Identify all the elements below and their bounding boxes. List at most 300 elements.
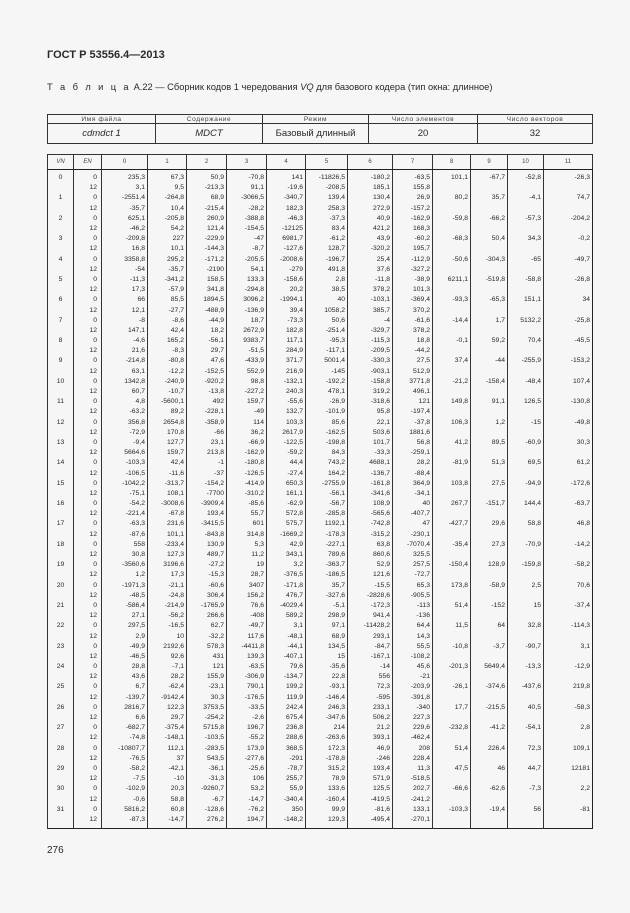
value-cell: -8,3 xyxy=(148,346,187,356)
value-cell: -171,2 xyxy=(187,255,227,265)
value-cell: 743,2 xyxy=(306,458,348,468)
en-cell: 0 xyxy=(74,397,102,407)
value-cell: 5664,6 xyxy=(102,448,148,458)
table-row xyxy=(48,193,593,203)
value-cell: -49,8 xyxy=(544,418,593,428)
value-cell: -255,9 xyxy=(508,356,544,366)
value-cell xyxy=(508,652,544,662)
value-cell xyxy=(544,346,593,356)
value-cell: -213,3 xyxy=(187,183,227,193)
value-cell: -84,7 xyxy=(348,642,393,652)
value-cell xyxy=(508,815,544,829)
table-row xyxy=(48,509,593,519)
value-cell xyxy=(433,468,471,478)
value-cell xyxy=(471,631,508,641)
value-cell: 139,4 xyxy=(306,193,348,203)
value-cell: -7,5 xyxy=(102,774,148,784)
value-cell: 170,8 xyxy=(148,428,187,438)
value-cell: -246 xyxy=(348,754,393,764)
value-cell: -180,8 xyxy=(227,458,267,468)
vn-cell xyxy=(48,774,74,784)
value-cell xyxy=(544,570,593,580)
value-cell: -203,9 xyxy=(393,682,433,692)
value-cell: 23,1 xyxy=(187,438,227,448)
info-header-filename: Имя файла xyxy=(48,115,156,124)
value-cell: 58,8 xyxy=(148,794,187,804)
value-cell: 3753,5 xyxy=(187,703,227,713)
value-cell: -61,6 xyxy=(393,316,433,326)
table-row xyxy=(48,255,593,265)
value-cell: -433,9 xyxy=(227,356,267,366)
value-cell: 51,4 xyxy=(433,601,471,611)
vn-cell xyxy=(48,611,74,621)
value-cell xyxy=(433,591,471,601)
value-cell xyxy=(471,183,508,193)
value-cell: -60,2 xyxy=(393,234,433,244)
value-cell: 83,4 xyxy=(306,224,348,234)
value-cell: -329,7 xyxy=(348,326,393,336)
value-cell: 22,1 xyxy=(348,418,393,428)
value-cell: -12125 xyxy=(267,224,306,234)
value-cell xyxy=(433,265,471,275)
value-cell: 46,8 xyxy=(544,519,593,529)
vn-cell: 31 xyxy=(48,805,74,815)
value-cell: 132,7 xyxy=(267,407,306,417)
value-cell: 42,9 xyxy=(267,540,306,550)
value-cell: -73,3 xyxy=(267,316,306,326)
value-cell: -35,7 xyxy=(102,204,148,214)
en-cell: 0 xyxy=(74,193,102,203)
value-cell: -76,2 xyxy=(227,805,267,815)
value-cell: -32,2 xyxy=(187,631,227,641)
value-cell: 1,2 xyxy=(471,418,508,428)
value-cell: -227,1 xyxy=(306,540,348,550)
value-cell: 37 xyxy=(148,754,187,764)
table-row xyxy=(48,581,593,591)
value-cell: -230,1 xyxy=(393,530,433,540)
vn-cell: 5 xyxy=(48,275,74,285)
value-cell: -46,2 xyxy=(102,224,148,234)
value-cell: 44,4 xyxy=(267,458,306,468)
table-row xyxy=(48,418,593,428)
value-cell: -374,6 xyxy=(471,682,508,692)
value-cell: -3909,4 xyxy=(187,499,227,509)
value-cell: 121 xyxy=(187,662,227,672)
value-cell: -158,4 xyxy=(471,377,508,387)
value-cell: -595 xyxy=(348,693,393,703)
value-cell: -12,2 xyxy=(148,367,187,377)
value-cell: 226,4 xyxy=(471,744,508,754)
value-cell: -565,6 xyxy=(348,509,393,519)
value-cell: 34,3 xyxy=(508,234,544,244)
value-cell: 242,4 xyxy=(267,703,306,713)
en-cell: 0 xyxy=(74,479,102,489)
value-cell: 122,3 xyxy=(148,703,187,713)
value-cell xyxy=(544,367,593,377)
en-cell: 12 xyxy=(74,224,102,234)
value-cell: -14,7 xyxy=(227,794,267,804)
value-cell: -259,1 xyxy=(393,448,433,458)
value-cell: 476,7 xyxy=(267,591,306,601)
value-cell: 101,7 xyxy=(348,438,393,448)
value-cell: 231,6 xyxy=(148,519,187,529)
value-cell: 64 xyxy=(471,621,508,631)
value-cell: 319,2 xyxy=(348,387,393,397)
value-cell xyxy=(471,774,508,784)
value-cell: 42,4 xyxy=(148,326,187,336)
value-cell: -162,5 xyxy=(306,428,348,438)
table-row xyxy=(48,204,593,214)
value-cell: -75,1 xyxy=(102,489,148,499)
value-cell: 41,2 xyxy=(433,438,471,448)
value-cell: 2,5 xyxy=(508,581,544,591)
en-cell: 12 xyxy=(74,570,102,580)
value-cell: -10 xyxy=(148,774,187,784)
value-cell: -42,1 xyxy=(148,764,187,774)
value-cell: 258,3 xyxy=(306,204,348,214)
value-cell xyxy=(471,611,508,621)
value-cell: -4 xyxy=(348,316,393,326)
table-row xyxy=(48,540,593,550)
value-cell: 101,1 xyxy=(148,530,187,540)
value-cell: -112,9 xyxy=(393,255,433,265)
value-cell: 5649,4 xyxy=(471,662,508,672)
en-cell: 0 xyxy=(74,581,102,591)
value-cell: -159,8 xyxy=(508,560,544,570)
value-cell: -23,1 xyxy=(187,682,227,692)
vn-cell xyxy=(48,591,74,601)
value-cell: -10,7 xyxy=(148,387,187,397)
value-cell: 54,1 xyxy=(227,265,267,275)
value-cell: 50,6 xyxy=(306,316,348,326)
value-cell: -52,8 xyxy=(508,170,544,184)
value-cell: -27,4 xyxy=(267,468,306,478)
vn-cell: 19 xyxy=(48,560,74,570)
en-cell: 12 xyxy=(74,591,102,601)
value-cell: -70,9 xyxy=(508,540,544,550)
value-cell: -152 xyxy=(471,601,508,611)
value-cell: -158,6 xyxy=(267,275,306,285)
en-cell: 12 xyxy=(74,652,102,662)
value-cell: -154,2 xyxy=(187,479,227,489)
value-cell xyxy=(471,570,508,580)
value-cell: 185,1 xyxy=(348,183,393,193)
value-cell: 112,1 xyxy=(148,744,187,754)
value-cell xyxy=(544,448,593,458)
value-cell: 67,3 xyxy=(148,170,187,184)
vn-cell: 25 xyxy=(48,682,74,692)
value-cell: -46,5 xyxy=(102,652,148,662)
value-cell: -318,6 xyxy=(348,397,393,407)
table-row xyxy=(48,356,593,366)
table-row xyxy=(48,754,593,764)
value-cell: -171,8 xyxy=(267,581,306,591)
value-cell: -10807,7 xyxy=(102,744,148,754)
info-filename: cdmdct 1 xyxy=(48,124,156,144)
value-cell: 172,3 xyxy=(306,744,348,754)
value-cell: -7700 xyxy=(187,489,227,499)
value-cell: -103,3 xyxy=(433,805,471,815)
table-row xyxy=(48,428,593,438)
value-cell: -67,7 xyxy=(471,170,508,184)
value-cell: 625,1 xyxy=(102,214,148,224)
value-cell: 35,7 xyxy=(471,193,508,203)
table-row xyxy=(48,479,593,489)
value-cell: -103,1 xyxy=(348,295,393,305)
value-cell: 6981,7 xyxy=(267,234,306,244)
en-cell: 0 xyxy=(74,336,102,346)
value-cell: -60,6 xyxy=(187,581,227,591)
value-cell: -843,8 xyxy=(187,530,227,540)
value-cell: 240,3 xyxy=(267,387,306,397)
value-cell: -56,2 xyxy=(148,611,187,621)
value-cell: 151,1 xyxy=(508,295,544,305)
value-cell: -241,2 xyxy=(393,794,433,804)
value-cell: 20,2 xyxy=(267,285,306,295)
value-cell: 295,2 xyxy=(148,255,187,265)
value-cell: -304,3 xyxy=(471,255,508,265)
value-cell: -106,5 xyxy=(102,468,148,478)
vn-cell: 21 xyxy=(48,601,74,611)
value-cell xyxy=(471,224,508,234)
value-cell xyxy=(544,428,593,438)
value-cell: 95,8 xyxy=(348,407,393,417)
table-row xyxy=(48,815,593,829)
value-cell: 431 xyxy=(187,652,227,662)
value-cell: 5,3 xyxy=(227,540,267,550)
value-cell xyxy=(433,489,471,499)
value-cell: -1669,2 xyxy=(267,530,306,540)
value-cell xyxy=(508,244,544,254)
value-cell: -54,2 xyxy=(102,499,148,509)
value-cell: -254,2 xyxy=(187,713,227,723)
value-cell: -315,2 xyxy=(348,530,393,540)
value-cell: -1 xyxy=(187,458,227,468)
en-cell: 0 xyxy=(74,356,102,366)
value-cell: -586,4 xyxy=(102,601,148,611)
value-cell: 36,2 xyxy=(227,428,267,438)
value-cell xyxy=(508,428,544,438)
value-cell: -66,9 xyxy=(227,438,267,448)
value-cell: 489,7 xyxy=(187,550,227,560)
value-cell: -56,1 xyxy=(306,489,348,499)
en-cell: 12 xyxy=(74,183,102,193)
value-cell: 378,2 xyxy=(393,326,433,336)
value-cell: -341,6 xyxy=(348,489,393,499)
value-cell: -65,3 xyxy=(471,295,508,305)
table-row xyxy=(48,346,593,356)
value-cell: -11428,2 xyxy=(348,621,393,631)
value-cell: 314,8 xyxy=(227,530,267,540)
table-row xyxy=(48,275,593,285)
value-cell: 552,9 xyxy=(227,367,267,377)
value-cell: -215,5 xyxy=(471,703,508,713)
value-cell: -127,6 xyxy=(267,244,306,254)
value-cell: 109,1 xyxy=(544,744,593,754)
vn-cell: 4 xyxy=(48,255,74,265)
value-cell: -45,5 xyxy=(544,336,593,346)
value-cell xyxy=(544,733,593,743)
value-cell: 421,2 xyxy=(348,224,393,234)
value-cell: 126,5 xyxy=(508,397,544,407)
value-cell: -25,6 xyxy=(227,764,267,774)
value-cell: 589,2 xyxy=(267,611,306,621)
value-cell: -215,4 xyxy=(187,204,227,214)
value-cell: -59,8 xyxy=(433,214,471,224)
en-cell: 12 xyxy=(74,244,102,254)
value-cell: -9260,7 xyxy=(187,784,227,794)
value-cell xyxy=(471,265,508,275)
en-cell: 0 xyxy=(74,418,102,428)
value-cell: -205,5 xyxy=(227,255,267,265)
value-cell: 58,8 xyxy=(508,519,544,529)
value-cell: 158,5 xyxy=(187,275,227,285)
value-cell: -8,7 xyxy=(227,244,267,254)
en-cell: 0 xyxy=(74,682,102,692)
value-cell: -7070,4 xyxy=(393,540,433,550)
value-cell: 370,2 xyxy=(393,305,433,315)
value-cell: -340 xyxy=(393,703,433,713)
value-cell: 3771,8 xyxy=(393,377,433,387)
value-cell: -126,5 xyxy=(227,468,267,478)
value-cell: 51,4 xyxy=(433,744,471,754)
value-cell xyxy=(508,204,544,214)
value-cell: 227 xyxy=(148,234,187,244)
value-cell: 144,4 xyxy=(508,499,544,509)
value-cell: -9,4 xyxy=(102,438,148,448)
value-cell: -81 xyxy=(544,805,593,815)
table-row xyxy=(48,387,593,397)
value-cell: 20,3 xyxy=(148,784,187,794)
value-cell: 98,8 xyxy=(227,377,267,387)
value-cell xyxy=(544,305,593,315)
vn-cell: 6 xyxy=(48,295,74,305)
value-cell: -65 xyxy=(508,255,544,265)
table-row xyxy=(48,316,593,326)
vn-cell: 2 xyxy=(48,214,74,224)
value-cell xyxy=(471,285,508,295)
value-cell: -2551,4 xyxy=(102,193,148,203)
value-cell: 159,7 xyxy=(148,448,187,458)
value-cell: -15,3 xyxy=(187,570,227,580)
value-cell: 2672,9 xyxy=(227,326,267,336)
value-cell: 173,8 xyxy=(433,581,471,591)
value-cell: -134,7 xyxy=(267,672,306,682)
value-cell: -35,7 xyxy=(148,265,187,275)
value-cell: -132,1 xyxy=(267,377,306,387)
en-cell: 12 xyxy=(74,550,102,560)
caption-prefix: Т а б л и ц а xyxy=(47,82,131,92)
value-cell: -61,2 xyxy=(306,234,348,244)
value-cell: -139,7 xyxy=(102,693,148,703)
value-cell xyxy=(471,591,508,601)
value-cell: 315,2 xyxy=(306,764,348,774)
value-cell: -68,3 xyxy=(433,234,471,244)
value-cell: -270,1 xyxy=(393,815,433,829)
value-cell: 512,9 xyxy=(393,367,433,377)
value-cell: 56 xyxy=(508,805,544,815)
vn-cell: 20 xyxy=(48,581,74,591)
value-cell: -55,2 xyxy=(227,733,267,743)
value-cell: 27,3 xyxy=(471,540,508,550)
value-cell: -44,9 xyxy=(187,316,227,326)
en-cell: 12 xyxy=(74,326,102,336)
vn-cell xyxy=(48,448,74,458)
value-cell: -19,6 xyxy=(267,183,306,193)
value-cell xyxy=(508,468,544,478)
value-cell: 343,1 xyxy=(267,550,306,560)
value-cell: -33,5 xyxy=(227,703,267,713)
vn-cell: 22 xyxy=(48,621,74,631)
value-cell: -11,3 xyxy=(102,275,148,285)
value-cell xyxy=(471,815,508,829)
value-cell xyxy=(433,631,471,641)
value-cell: 43,9 xyxy=(348,234,393,244)
value-cell: 91,1 xyxy=(227,183,267,193)
value-cell: 91,1 xyxy=(471,397,508,407)
vn-cell: 14 xyxy=(48,458,74,468)
en-cell: 0 xyxy=(74,377,102,387)
table-row xyxy=(48,265,593,275)
value-cell xyxy=(433,244,471,254)
value-cell xyxy=(544,672,593,682)
value-cell xyxy=(508,346,544,356)
value-cell: 11,2 xyxy=(227,550,267,560)
value-cell xyxy=(508,530,544,540)
value-cell: 3407 xyxy=(227,581,267,591)
value-cell: -15 xyxy=(508,418,544,428)
value-cell: 478,1 xyxy=(306,387,348,397)
table-row xyxy=(48,652,593,662)
value-cell: -37 xyxy=(187,468,227,478)
value-cell xyxy=(508,733,544,743)
value-cell: 235,3 xyxy=(102,170,148,184)
value-cell: -15,5 xyxy=(348,581,393,591)
value-cell xyxy=(544,550,593,560)
column-header: 0 xyxy=(102,155,148,170)
value-cell: 385,7 xyxy=(348,305,393,315)
value-cell: -62,9 xyxy=(267,499,306,509)
value-cell: 130,9 xyxy=(187,540,227,550)
value-cell: 236,8 xyxy=(267,723,306,733)
value-cell: -66,6 xyxy=(433,784,471,794)
value-cell: -327,6 xyxy=(306,591,348,601)
value-cell: 50,4 xyxy=(471,234,508,244)
info-header-elements: Число элементов xyxy=(369,115,478,124)
vn-cell: 10 xyxy=(48,377,74,387)
table-row xyxy=(48,560,593,570)
table-row xyxy=(48,519,593,529)
value-cell: -113 xyxy=(393,601,433,611)
value-cell xyxy=(433,713,471,723)
value-cell: 556 xyxy=(348,672,393,682)
en-cell: 0 xyxy=(74,214,102,224)
value-cell: -49,9 xyxy=(102,642,148,652)
column-header: 11 xyxy=(544,155,593,170)
table-row xyxy=(48,550,593,560)
vn-cell: 29 xyxy=(48,764,74,774)
value-cell: 85,5 xyxy=(148,295,187,305)
value-cell: -44,1 xyxy=(267,642,306,652)
value-cell: -48,4 xyxy=(508,377,544,387)
value-cell: -157,2 xyxy=(393,204,433,214)
vn-cell xyxy=(48,713,74,723)
value-cell: -48,5 xyxy=(102,591,148,601)
vn-cell xyxy=(48,285,74,295)
value-cell xyxy=(433,428,471,438)
value-cell: -172,3 xyxy=(348,601,393,611)
value-cell xyxy=(471,428,508,438)
